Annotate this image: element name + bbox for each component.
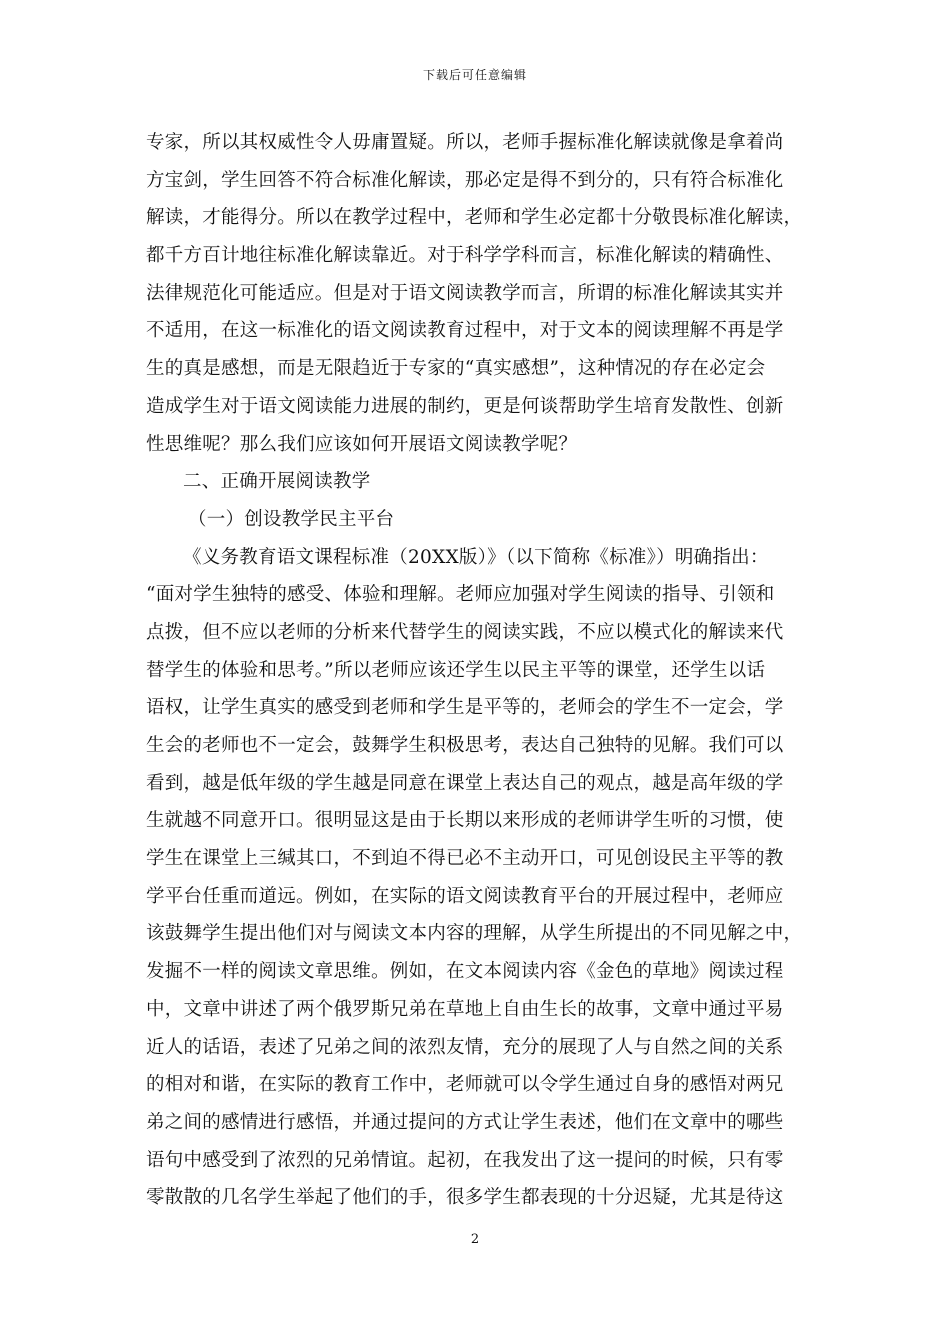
text-line: 不适用，在这一标准化的语文阅读教育过程中，对于文本的阅读理解不再是学: [146, 320, 784, 342]
text-line: 生就越不同意开口。很明显这是由于长期以来形成的老师讲学生听的习惯，使: [146, 810, 784, 832]
text-line: 方宝剑，学生回答不符合标准化解读，那必定是得不到分的，只有符合标准化: [146, 169, 784, 191]
text-line: 近人的话语，表述了兄弟之间的浓烈友情，充分的展现了人与自然之间的关系: [146, 1036, 784, 1058]
text-line: 中，文章中讲述了两个俄罗斯兄弟在草地上自由生长的故事，文章中通过平易: [146, 998, 784, 1020]
text-line: 语权，让学生真实的感受到老师和学生是平等的，老师会的学生不一定会，学: [146, 697, 784, 719]
text-line: 都千方百计地往标准化解读靠近。对于科学学科而言，标准化解读的精确性、: [146, 245, 784, 267]
text-line: 造成学生对于语文阅读能力进展的制约，更是何谈帮助学生培育发散性、创新: [146, 395, 784, 417]
text-line: 点拨，但不应以老师的分析来代替学生的阅读实践，不应以模式化的解读来代: [146, 621, 784, 643]
text-line: “面对学生独特的感受、体验和理解。老师应加强对学生阅读的指导、引领和: [146, 584, 775, 606]
text-line: （一）创设教学民主平台: [188, 508, 395, 530]
text-line: 《义务教育语文课程标准（20XX版）》（以下简称《标准》）明确指出：: [183, 546, 769, 568]
text-line: 解读，才能得分。所以在教学过程中，老师和学生必定都十分敬畏标准化解读，: [146, 207, 803, 229]
text-line: 的相对和谐，在实际的教育工作中，老师就可以令学生通过自身的感悟对两兄: [146, 1074, 784, 1096]
text-line: 该鼓舞学生提出他们对与阅读文本内容的理解，从学生所提出的不同见解之中，: [146, 923, 803, 945]
text-line: 学生在课堂上三缄其口，不到迫不得已必不主动开口，可见创设民主平等的教: [146, 848, 784, 870]
text-line: 看到，越是低年级的学生越是同意在课堂上表达自己的观点，越是高年级的学: [146, 772, 784, 794]
text-line: 性思维呢？那么我们应该如何开展语文阅读教学呢？: [146, 433, 578, 455]
document-body: [146, 124, 811, 1217]
text-line: 二、正确开展阅读教学: [183, 471, 371, 493]
text-line: 专家，所以其权威性令人毋庸置疑。所以，老师手握标准化解读就像是拿着尚: [146, 132, 784, 153]
page-header: 下载后可任意编辑: [422, 68, 527, 82]
text-line: 零散散的几名学生举起了他们的手，很多学生都表现的十分迟疑，尤其是待这: [146, 1187, 784, 1209]
text-line: 弟之间的感情进行感悟，并通过提问的方式让学生表述，他们在文章中的哪些: [146, 1111, 784, 1133]
text-line: 法律规范化可能适应。但是对于语文阅读教学而言，所谓的标准化解读其实并: [146, 282, 784, 304]
text-line: 生会的老师也不一定会，鼓舞学生积极思考，表达自己独特的见解。我们可以: [146, 735, 784, 756]
text-line: 语句中感受到了浓烈的兄弟情谊。起初，在我发出了这一提问的时候，只有零: [146, 1149, 784, 1171]
text-line: 发掘不一样的阅读文章思维。例如，在文本阅读内容《金色的草地》阅读过程: [146, 961, 784, 983]
text-line: 学平台任重而道远。例如，在实际的语文阅读教育平台的开展过程中，老师应: [146, 885, 784, 907]
text-line: 替学生的体验和思考。”所以老师应该还学生以民主平等的课堂，还学生以话: [146, 659, 766, 681]
page-number: 2: [470, 1232, 480, 1247]
text-line: 生的真是感想，而是无限趋近于专家的“真实感想”，这种情况的存在必定会: [146, 358, 766, 380]
